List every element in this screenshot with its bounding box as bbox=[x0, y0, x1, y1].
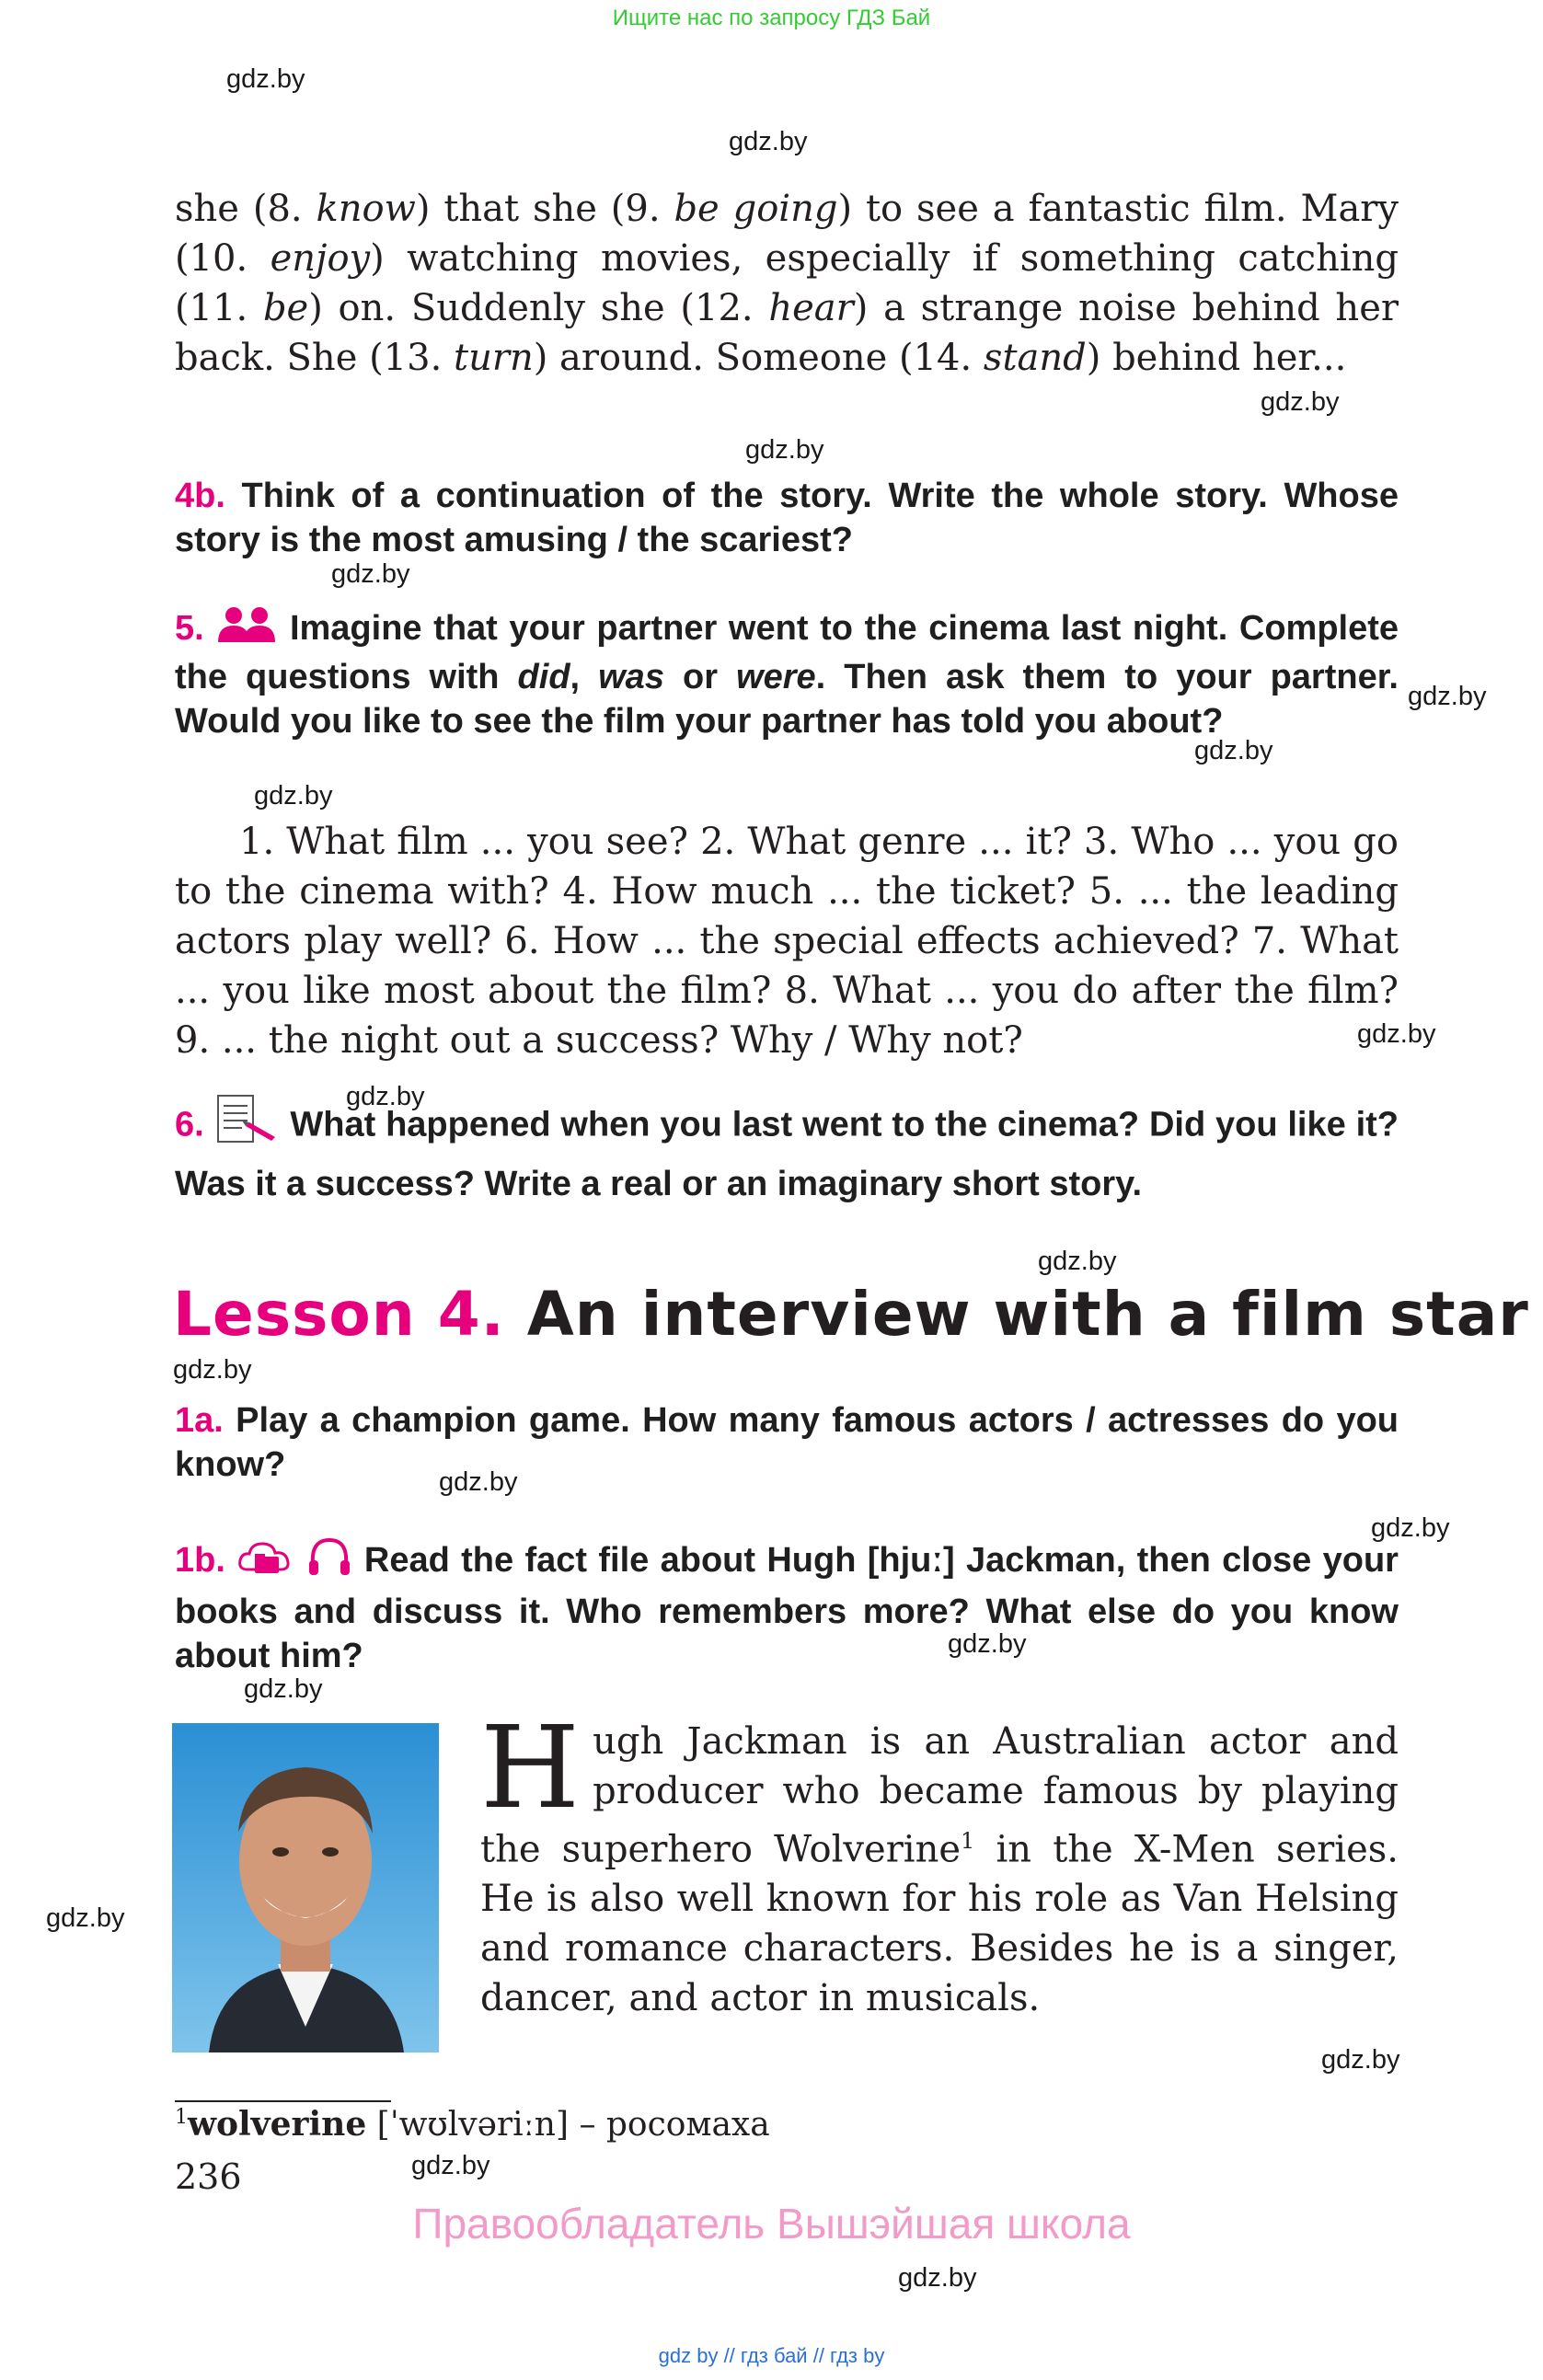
watermark: gdz.by bbox=[254, 781, 333, 811]
task-5-questions: 1. What film ... you see? 2. What genre ... it? 3. Who ... you go to the cinema with? 4. How much ... the ticket? 5. ... the leading actors play well? 6. How ... the special effects achieved? 7. What ... you like most about the film? 8. What ... you do after the film? 9. ... the night out a success? Why / Why not? bbox=[175, 821, 1399, 1062]
watermark: gdz.by bbox=[1261, 387, 1340, 417]
watermark: gdz.by bbox=[1371, 1513, 1450, 1543]
top-note[interactable]: Ищите нас по запросу ГДЗ Бай bbox=[612, 6, 931, 30]
actor-photo bbox=[172, 1723, 439, 2052]
watermark: gdz.by bbox=[729, 127, 808, 156]
lesson-heading bbox=[173, 1279, 1529, 1350]
task-number: 1b. bbox=[175, 1541, 225, 1581]
watermark: gdz.by bbox=[898, 2263, 977, 2293]
bottom-links[interactable]: gdz by // гдз бай // гдз by bbox=[658, 2344, 885, 2367]
drop-cap: H bbox=[480, 1702, 581, 1834]
task-number: 5. bbox=[175, 609, 204, 649]
footnote-rule bbox=[175, 2100, 391, 2102]
task-5: 5. Imagine that your partner went to the cinema last night. Complete the questions with did, was or were. Then ask them to your partner. Would you like to see the film your partner has told you about? bbox=[175, 605, 1399, 743]
watermark: gdz.by bbox=[1357, 1019, 1436, 1049]
watermark: gdz.by bbox=[1321, 2045, 1400, 2075]
watermark: gdz.by bbox=[331, 559, 410, 589]
footnote: $^1$wolverine [ˈwʊlvəriːn] – росомаха bbox=[175, 2105, 770, 2144]
watermark: gdz.by bbox=[439, 1467, 518, 1497]
watermark: gdz.by bbox=[1194, 736, 1273, 765]
watermark: gdz.by bbox=[745, 435, 824, 465]
watermark: gdz.by bbox=[244, 1674, 323, 1704]
pair-work-icon bbox=[215, 605, 278, 655]
page-number: 236 bbox=[175, 2156, 242, 2197]
lesson-label: Lesson 4. bbox=[173, 1279, 505, 1350]
task-number: 4b. bbox=[175, 477, 225, 515]
watermark: gdz.by bbox=[1408, 682, 1487, 711]
task-number: 6. bbox=[175, 1105, 204, 1144]
watermark: gdz.by bbox=[1038, 1247, 1117, 1276]
watermark: gdz.by bbox=[948, 1629, 1027, 1659]
watermark: gdz.by bbox=[173, 1355, 252, 1385]
story-text: she (8. know) that she (9. be going) to see a fantastic film. Mary (10. enjoy) watching movies, especially if something catching (11. be) on. Suddenly she (12. hear) a strange noise behind her back. She (13. turn) around. Someone (14. stand) behind her... bbox=[175, 188, 1399, 379]
watermark: gdz.by bbox=[46, 1903, 125, 1933]
watermark: gdz.by bbox=[346, 1082, 425, 1111]
task-number: 1a. bbox=[175, 1401, 224, 1440]
task-6: 6. What happened when you last went to the cinema? Did you like it? Was it a success? Write a real or an imaginary short story. bbox=[175, 1093, 1399, 1209]
lesson-title: An interview with a film star bbox=[526, 1279, 1529, 1350]
headphones-icon bbox=[305, 1535, 353, 1590]
task-1a: 1a. Play a champion game. How many famous actors / actresses do you know? bbox=[175, 1401, 1399, 1484]
watermark: gdz.by bbox=[411, 2151, 490, 2180]
fact-file-text: Hugh Jackman is an Australian actor and producer who became famous by playing the superhero Wolverine$^1$ in the X-Men series. He is also well known for his role as Van Helsing and romance characters. Besides he is a singer, dancer, and actor in musicals. bbox=[480, 1702, 1399, 2020]
writing-icon bbox=[214, 1093, 281, 1160]
cloud-folder-icon bbox=[236, 1536, 294, 1588]
watermark: gdz.by bbox=[226, 64, 305, 94]
task-1b: 1b. Read the fact file about Hugh [hjuː] Jackman, then close your books and discuss it. Who remembers more? What else do you know about him? bbox=[175, 1535, 1399, 1678]
rights-holder: Правообладатель Вышэйшая школа bbox=[412, 2200, 1131, 2248]
task-4b: 4b. Think of a continuation of the story. Write the whole story. Whose story is the most amusing / the scariest? bbox=[175, 477, 1399, 559]
